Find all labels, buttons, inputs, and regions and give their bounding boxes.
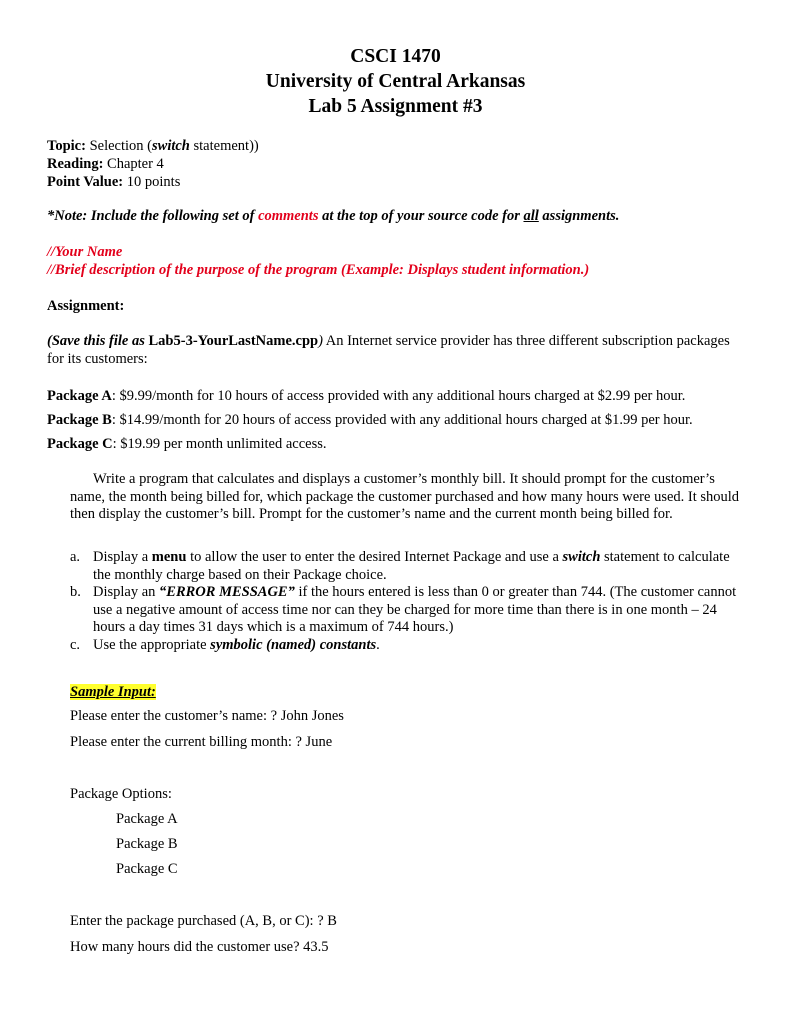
- topic-line: [47, 137, 259, 155]
- reading-line: [47, 155, 164, 173]
- note-mid: at the top of your source code for: [318, 208, 524, 224]
- comment-your-name: //Your Name: [47, 244, 123, 260]
- points-line: [47, 173, 180, 191]
- package-c-label: Package C: [47, 436, 113, 452]
- save-post: ): [318, 333, 323, 349]
- requirement-c: [70, 637, 742, 655]
- package-options-title: Package Options:: [70, 786, 172, 802]
- requirement-c-marker: c.: [70, 636, 81, 653]
- assignment-heading: Assignment:: [47, 298, 125, 314]
- req-b-error: “ERROR MESSAGE”: [159, 584, 295, 600]
- requirement-b: [70, 584, 742, 637]
- lab-title: Lab 5 Assignment #3: [308, 96, 483, 117]
- req-a-menu: menu: [151, 549, 187, 565]
- points-label: Point Value:: [47, 174, 124, 190]
- note-pre: *Note: Include the following set of: [47, 208, 259, 224]
- req-a-switch: switch: [562, 549, 601, 565]
- package-option: Package A: [116, 811, 178, 827]
- note-comments: comments: [258, 208, 319, 224]
- reading-label: Reading:: [47, 156, 104, 172]
- topic-value-post: statement)): [189, 138, 259, 154]
- document-header: [0, 44, 791, 119]
- req-c-constants: symbolic (named) constants: [210, 636, 377, 653]
- sample-hours-prompt: How many hours did the customer use? 43.5: [70, 939, 329, 955]
- requirements-list: [70, 549, 742, 654]
- course-title: CSCI 1470: [350, 46, 441, 67]
- points-value: 10 points: [126, 174, 181, 190]
- package-c-line: [47, 436, 326, 453]
- package-a-text: : $9.99/month for 10 hours of access provided with any additional hours charged at $2.99 per hour.: [111, 388, 686, 404]
- requirement-b-marker: b.: [70, 584, 81, 600]
- topic-label: Topic:: [47, 138, 86, 154]
- sample-input-heading-text: Sample Input:: [70, 684, 156, 700]
- save-file: Lab5-3-YourLastName.cpp: [148, 333, 319, 349]
- intro-text: An Internet service provider has three different subscription packages for its customers:: [47, 333, 730, 367]
- sample-name-prompt: Please enter the customer’s name: ? John Jones: [70, 708, 344, 724]
- req-a-t2: to allow the user to enter the desired Internet Package and use a: [186, 549, 563, 565]
- program-description: Write a program that calculates and displays a customer’s monthly bill. It should prompt for the customer’s name, the month being billed for, which package the customer purchased and how many hours were used. It should then display the customer’s bill. Prompt for the customer’s name and the current month being billed for.: [70, 471, 740, 522]
- package-c-text: : $19.99 per month unlimited access.: [112, 436, 327, 452]
- req-a-t1: Display a: [93, 549, 152, 565]
- note-all: all: [523, 208, 539, 224]
- requirement-a-marker: a.: [70, 549, 81, 565]
- req-c-t2: .: [376, 636, 380, 653]
- package-b-text: : $14.99/month for 20 hours of access provided with any additional hours charged at $1.99 per hour.: [111, 412, 693, 428]
- req-a-t3: statement to calculate the monthly charge based on their Package choice.: [93, 549, 730, 583]
- save-pre: (Save this file as: [47, 333, 149, 349]
- package-option: Package C: [116, 861, 178, 877]
- sample-input-heading: [70, 684, 156, 701]
- sample-purchase-prompt: Enter the package purchased (A, B, or C): ? B: [70, 913, 337, 929]
- comment-description: //Brief description of the purpose of the program (Example: Displays student information.): [47, 262, 590, 278]
- package-b-label: Package B: [47, 412, 112, 428]
- req-b-t1: Display an: [93, 584, 160, 600]
- assignment-intro: [47, 333, 737, 368]
- package-a-label: Package A: [47, 388, 112, 404]
- topic-value-pre: Selection (: [89, 138, 152, 154]
- university-name: University of Central Arkansas: [265, 71, 526, 92]
- reading-value: Chapter 4: [107, 156, 164, 172]
- package-b-line: [47, 412, 693, 429]
- package-a-line: [47, 388, 685, 405]
- requirement-a: [70, 549, 742, 584]
- note-post: assignments.: [538, 208, 620, 224]
- sample-month-prompt: Please enter the current billing month: ? June: [70, 734, 333, 750]
- req-b-t2: if the hours entered is less than 0 or greater than 744. (The customer cannot use a negative amount of access time nor can they be charged for more time than there is in one month – 24 hours a day times 31 days which is a maximum of 744 hours.): [93, 584, 737, 635]
- package-option: Package B: [116, 836, 178, 852]
- note-line: [47, 208, 619, 225]
- req-c-t1: Use the appropriate: [93, 636, 211, 653]
- topic-value-em: switch: [152, 138, 190, 154]
